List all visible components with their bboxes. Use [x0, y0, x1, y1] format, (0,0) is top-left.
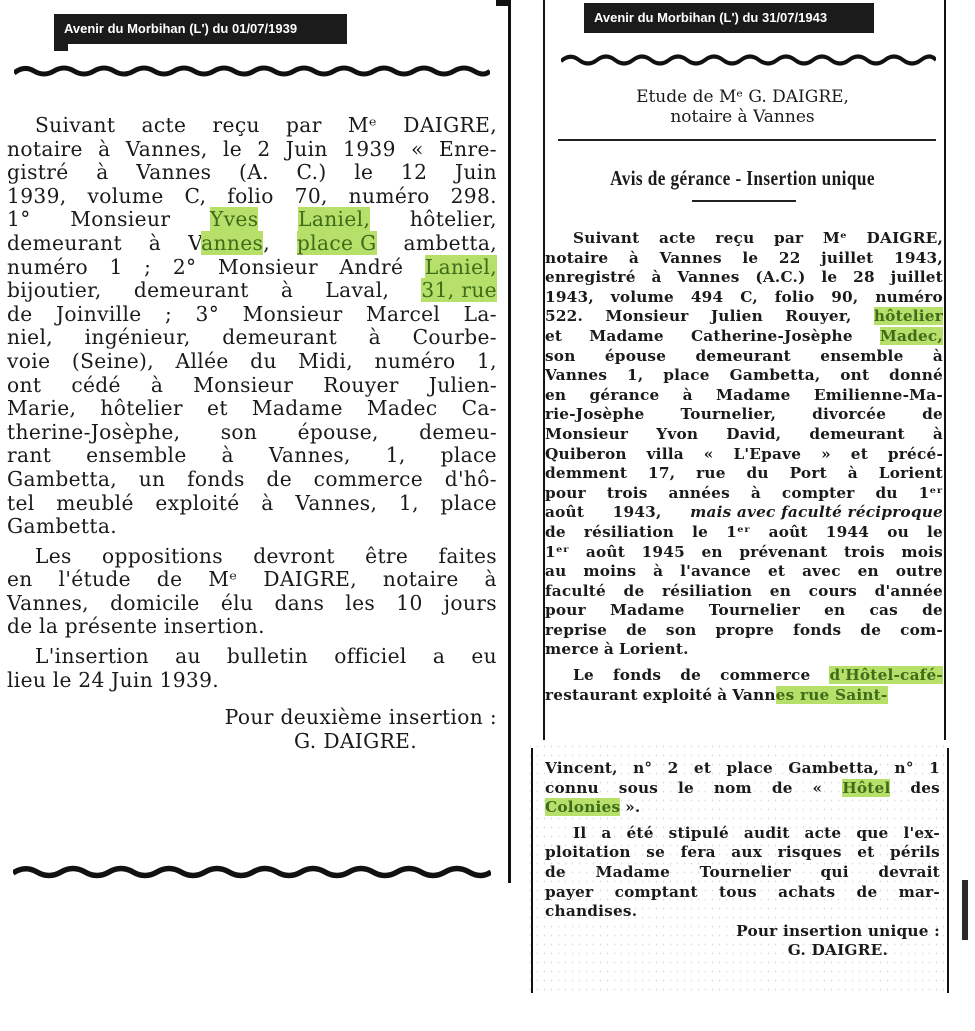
text-line: niel, ingénieur, demeurant à Courbe- [7, 325, 497, 350]
text-line: au moins à l'avance et avec en outre [545, 562, 943, 581]
text-line: enregistré à Vannes (A.C.) le 28 juillet [545, 268, 943, 287]
signature-line-1: Pour deuxième insertion : [224, 705, 497, 730]
text-line: Gambetta, un fonds de commerce d'hô- [7, 466, 497, 491]
text-line: et Madame Catherine-Josèphe Madec, [545, 326, 943, 345]
text-line: merce à Lorient. [545, 640, 689, 659]
notice-title: Avis de gérance - Insertion unique [610, 166, 875, 190]
text-line: Colonies ». [545, 798, 641, 817]
text-line: pour trois années à compter du 1ᵉʳ [545, 483, 943, 502]
text-line: notaire à Vannes, le 2 Juin 1939 « Enre- [7, 136, 497, 161]
text-line: de Madame Tournelier qui devrait [545, 862, 940, 881]
search-highlight: place G [296, 230, 377, 255]
text-line: Marie, hôtelier et Madame Madec Ca- [7, 396, 497, 421]
text-line: août 1943, mais avec faculté réciproque [545, 503, 943, 522]
text-line: Les oppositions devront être faites [35, 543, 497, 568]
text-line: lieu le 24 Juin 1939. [7, 667, 220, 692]
right-clipping-body [545, 229, 943, 705]
text-line: 1939, volume C, folio 70, numéro 298. [7, 183, 497, 208]
text-line: de Joinville ; 3° Monsieur Marcel La- [7, 301, 497, 326]
text-line: son épouse demeurant ensemble à [545, 346, 943, 365]
text-line: de la présente insertion. [7, 614, 265, 639]
text-line: 1ᵉʳ août 1945 en prévenant trois mois [545, 542, 943, 561]
text-line: 522. Monsieur Julien Rouyer, hôtelier [545, 307, 943, 326]
search-highlight: hôtelier [873, 307, 943, 326]
left-clipping-edge [508, 0, 511, 883]
newspaper-caption-1939: Avenir du Morbihan (L') du 01/07/1939 [54, 14, 347, 44]
text-line: en gérance à Madame Emilienne-Ma- [545, 385, 943, 404]
search-highlight: 31, rue [421, 278, 497, 303]
text-line: de résiliation le 1ᵉʳ août 1944 ou le [545, 522, 943, 541]
text-line: 1° Monsieur Yves Laniel, hôtelier, [7, 207, 497, 232]
text-line: Vincent, n° 2 et place Gambetta, n° 1 [545, 759, 940, 777]
signature-name: G. DAIGRE. [294, 728, 417, 753]
text-line: 1943, volume 494 C, folio 90, numéro [545, 287, 943, 306]
search-highlight: Hôtel [842, 778, 891, 797]
wave-ornament-icon [561, 53, 936, 67]
notary-office-heading [545, 87, 940, 127]
text-line: Suivant acte reçu par Mᵉ DAIGRE, [573, 229, 943, 247]
title-underline [692, 200, 796, 202]
text-line: payer comptant tous achats de mar- [545, 882, 940, 901]
ornamental-wave-divider-bottom-left [13, 865, 491, 879]
search-highlight: Laniel, [424, 254, 497, 279]
search-highlight: Madec, [879, 326, 943, 345]
search-highlight: d'Hôtel-café- [829, 666, 943, 685]
text-line: Quiberon villa « L'Epave » et précé- [545, 444, 943, 463]
text-line: Vannes, domicile élu dans les 10 jours [7, 590, 497, 615]
text-line: Monsieur Yvon David, demeurant à [545, 424, 943, 443]
right-clipping-continuation [545, 759, 940, 961]
text-line: connu sous le nom de « Hôtel des [545, 778, 940, 797]
newspaper-caption-1943: Avenir du Morbihan (L') du 31/07/1943 [584, 3, 874, 33]
text-line: tel meublé exploité à Vannes, 1, place [7, 490, 497, 515]
text-line: rant ensemble à Vannes, 1, place [7, 443, 497, 468]
text-line: bijoutier, demeurant à Laval, 31, rue [7, 278, 497, 303]
caption-tab [54, 44, 68, 51]
neighbor-column-fragment [962, 880, 968, 940]
text-line: Gambetta. [7, 514, 118, 539]
text-line: Vannes 1, place Gambetta, ont donné [545, 366, 943, 385]
text-line: notaire à Vannes le 22 juillet 1943, [545, 248, 943, 267]
text-line: ploitation se fera aux risques et périls [545, 843, 940, 862]
text-line: Il a été stipulé audit acte que l'ex- [573, 823, 940, 842]
ornamental-wave-divider-top-right [561, 53, 936, 67]
office-heading-line-1: Etude de Mᵉ G. DAIGRE, [636, 87, 849, 107]
search-highlight: es rue Saint- [775, 685, 888, 704]
text-line: numéro 1 ; 2° Monsieur André Laniel, [7, 254, 497, 279]
text-line: gistré à Vannes (A. C.) le 12 Juin [7, 160, 497, 185]
text-line: Suivant acte reçu par Mᵉ DAIGRE, [35, 113, 497, 137]
text-line: faculté de résiliation en cours d'année [545, 581, 943, 600]
text-line: demeurant à Vannes, place G ambetta, [7, 230, 497, 255]
text-line: reprise de son propre fonds de com- [545, 620, 943, 639]
signature-name: G. DAIGRE. [787, 941, 888, 960]
left-clipping-corner [496, 0, 508, 6]
wave-ornament-icon [14, 64, 490, 78]
text-line: L'insertion au bulletin officiel a eu [35, 644, 497, 669]
text-line: voie (Seine), Allée du Midi, numéro 1, [7, 348, 497, 373]
text-line: rie-Josèphe Tournelier, divorcée de [545, 405, 943, 424]
continuation-rule-right [947, 748, 949, 993]
text-line: chandises. [545, 902, 638, 921]
text-line: Le fonds de commerce d'Hôtel-café- [573, 666, 943, 685]
text-line: pour Madame Tournelier en cas de [545, 601, 943, 620]
office-heading-line-2: notaire à Vannes [670, 107, 815, 127]
left-clipping-body [7, 114, 497, 753]
heading-rule [558, 139, 936, 141]
text-line: ont cédé à Monsieur Rouyer Julien- [7, 372, 497, 397]
right-column-rule-right [944, 0, 946, 740]
text-line: therine-Josèphe, son épouse, demeu- [7, 419, 497, 444]
text-line: en l'étude de Mᵉ DAIGRE, notaire à [7, 567, 497, 592]
search-highlight: Colonies [545, 798, 621, 817]
search-highlight: Yves [209, 207, 259, 232]
ornamental-wave-divider-top-left [14, 64, 490, 78]
search-highlight: annes [201, 230, 264, 255]
wave-ornament-icon [13, 865, 491, 879]
signature-line-1: Pour insertion unique : [736, 921, 940, 940]
text-line: demment 17, rue du Port à Lorient [545, 464, 943, 483]
search-highlight: Laniel, [298, 207, 371, 232]
text-line: restaurant exploité à Vannes rue Saint- [545, 685, 888, 704]
